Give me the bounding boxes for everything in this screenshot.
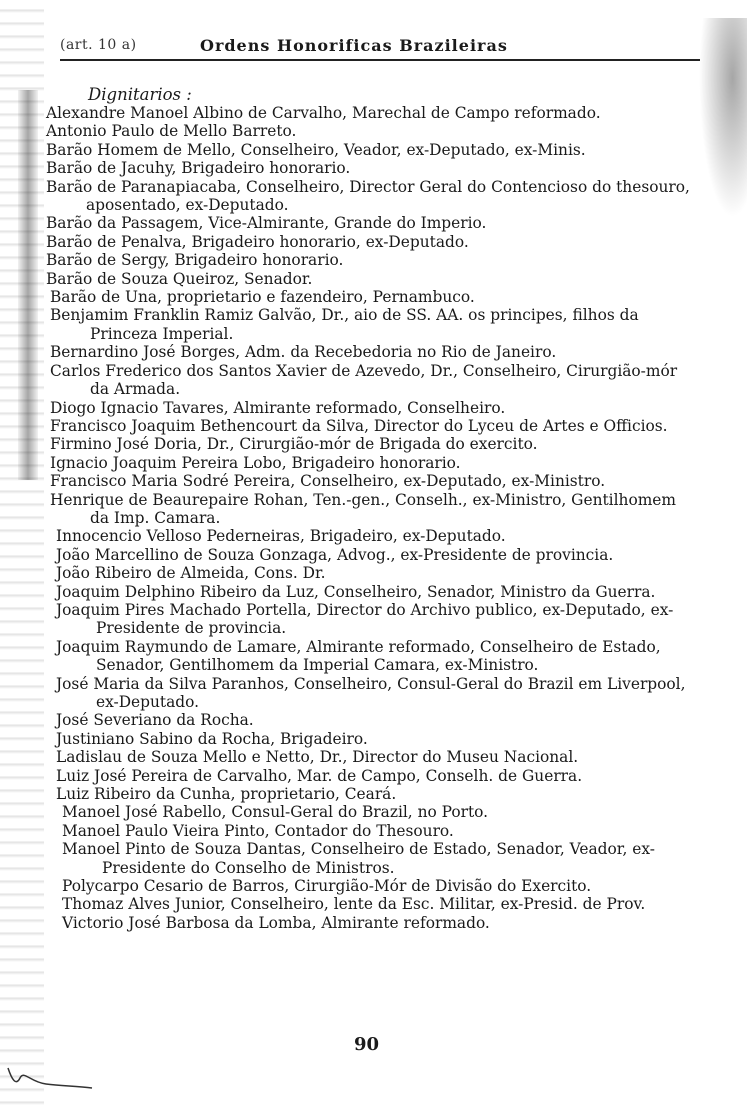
list-item: Polycarpo Cesario de Barros, Cirurgião-Mór de Divisão do Exercito. — [62, 877, 592, 896]
list-item: José Severiano da Rocha. — [56, 711, 254, 730]
binding-shadow — [18, 90, 38, 480]
list-item: Barão de Penalva, Brigadeiro honorario, ex-Deputado. — [46, 232, 469, 251]
list-item: Barão de Sergy, Brigadeiro honorario. — [46, 251, 344, 270]
list-item: Barão de Souza Queiroz, Senador. — [46, 269, 313, 288]
list-item: Firmino José Doria, Dr., Cirurgião-mór de Brigada do exercito. — [50, 435, 538, 454]
list-item: Barão de Una, proprietario e fazendeiro, Pernambuco. — [50, 288, 475, 307]
list-item: Bernardino José Borges, Adm. da Recebedoria no Rio de Janeiro. — [50, 343, 557, 362]
list-item: João Marcellino de Souza Gonzaga, Advog., ex-Presidente de provincia. — [56, 545, 614, 564]
list-item: Joaquim Delphino Ribeiro da Luz, Conselheiro, Senador, Ministro da Guerra. — [56, 582, 656, 601]
article-reference: (art. 10 a) — [60, 37, 137, 53]
page-number: 90 — [354, 1034, 380, 1055]
list-item: Thomaz Alves Junior, Conselheiro, lente da Esc. Militar, ex-Presid. de Prov. — [62, 895, 646, 914]
page-header — [60, 37, 700, 61]
list-item: Francisco Maria Sodré Pereira, Conselheiro, ex-Deputado, ex-Ministro. — [50, 472, 606, 491]
section-heading: Dignitarios : — [88, 85, 192, 104]
list-item: Manoel Paulo Vieira Pinto, Contador do Thesouro. — [62, 821, 454, 840]
running-title: Ordens Honorificas Brazileiras — [200, 36, 508, 55]
list-item: Antonio Paulo de Mello Barreto. — [46, 122, 297, 141]
list-item: Innocencio Velloso Pederneiras, Brigadeiro, ex-Deputado. — [56, 527, 506, 546]
list-item: Benjamim Franklin Ramiz Galvão, Dr., aio de SS. AA. os principes, filhos da Princeza Imperial. — [50, 306, 639, 343]
margin-scribble — [6, 1060, 96, 1090]
list-item: Luiz Ribeiro da Cunha, proprietario, Ceará. — [56, 785, 397, 804]
list-item: Barão de Paranapiacaba, Conselheiro, Director Geral do Contencioso do thesouro, aposentado, ex-Deputado. — [46, 177, 690, 215]
list-item: Justiniano Sabino da Rocha, Brigadeiro. — [56, 729, 368, 748]
list-item: Ignacio Joaquim Pereira Lobo, Brigadeiro honorario. — [50, 453, 461, 472]
list-item: José Maria da Silva Paranhos, Conselheiro, Consul-Geral do Brazil em Liverpool, ex-Deputado. — [56, 674, 686, 711]
list-item: Diogo Ignacio Tavares, Almirante reformado, Conselheiro. — [50, 398, 506, 417]
list-item: Barão da Passagem, Vice-Almirante, Grande do Imperio. — [46, 214, 487, 233]
list-item: Manoel Pinto de Souza Dantas, Conselheiro de Estado, Senador, Veador, ex-Presidente do Conselho de Ministros. — [62, 840, 655, 877]
page-left-edge-scan-shadow — [0, 0, 44, 1105]
dignitaries-list — [46, 104, 698, 932]
list-item: João Ribeiro de Almeida, Cons. Dr. — [56, 564, 326, 583]
list-item: Ladislau de Souza Mello e Netto, Dr., Director do Museu Nacional. — [56, 748, 579, 767]
list-item: Henrique de Beaurepaire Rohan, Ten.-gen., Conselh., ex-Ministro, Gentilhomem da Imp. Camara. — [50, 490, 677, 527]
list-item: Manoel José Rabello, Consul-Geral do Brazil, no Porto. — [62, 803, 489, 822]
page-right-edge-scan-shadow — [699, 18, 747, 218]
list-item: Barão Homem de Mello, Conselheiro, Veador, ex-Deputado, ex-Minis. — [46, 140, 586, 159]
list-item: Alexandre Manoel Albino de Carvalho, Marechal de Campo reformado. — [46, 104, 601, 122]
list-item: Joaquim Raymundo de Lamare, Almirante reformado, Conselheiro de Estado, Senador, Gentilhomem da Imperial Camara, ex-Ministro. — [56, 637, 661, 675]
list-item: Francisco Joaquim Bethencourt da Silva, Director do Lyceu de Artes e Officios. — [50, 416, 668, 435]
list-item: Barão de Jacuhy, Brigadeiro honorario. — [46, 159, 351, 178]
list-item: Joaquim Pires Machado Portella, Director do Archivo publico, ex-Deputado, ex-Presidente de provincia. — [56, 600, 674, 638]
list-item: Victorio José Barbosa da Lomba, Almirante reformado. — [62, 913, 490, 932]
list-item: Carlos Frederico dos Santos Xavier de Azevedo, Dr., Conselheiro, Cirurgião-mór da Armada. — [50, 361, 678, 399]
list-item: Luiz José Pereira de Carvalho, Mar. de Campo, Conselh. de Guerra. — [56, 766, 583, 785]
